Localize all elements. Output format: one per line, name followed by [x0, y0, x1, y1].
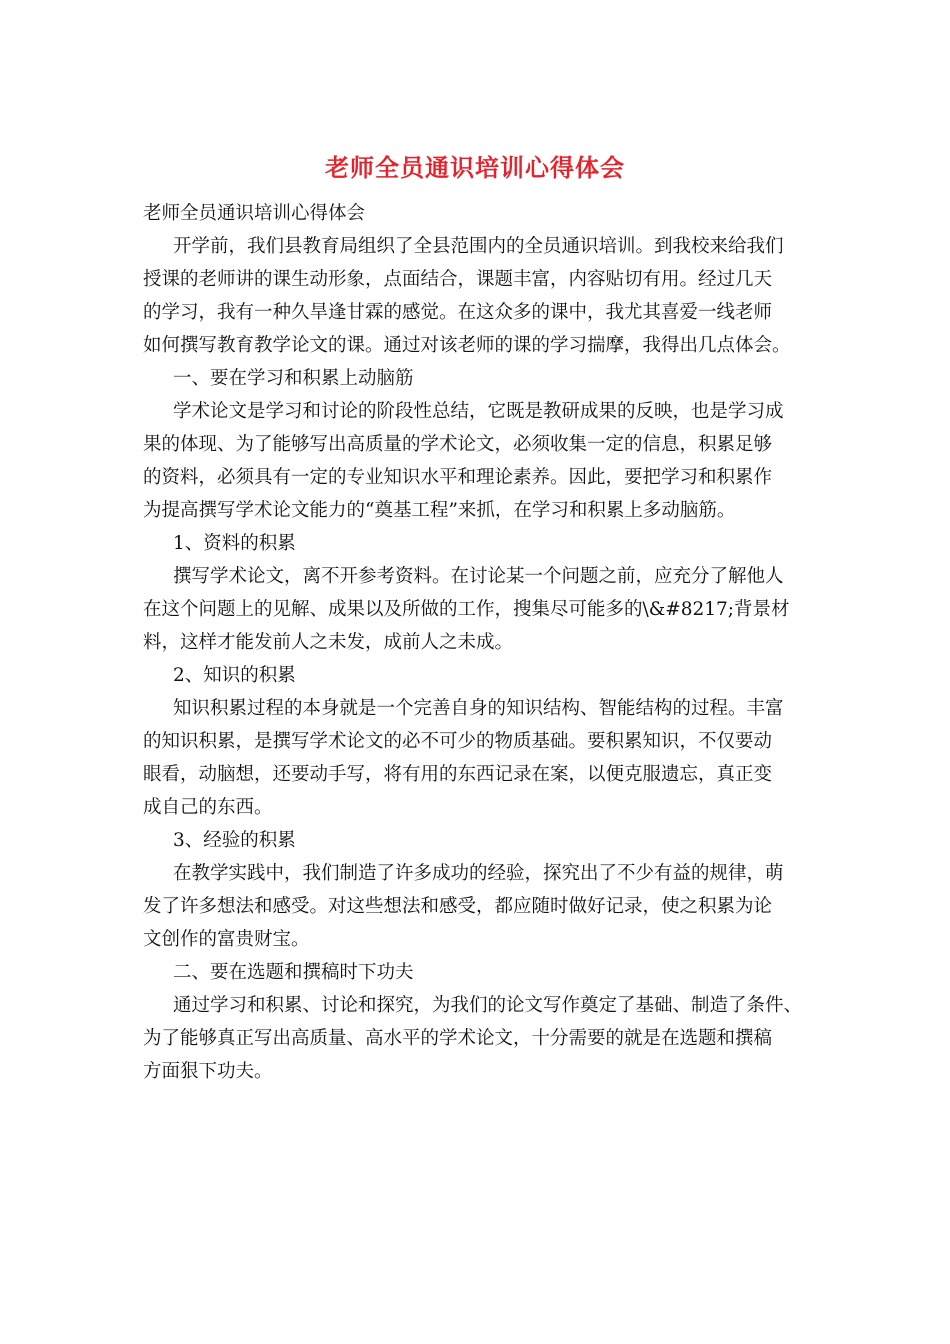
- paragraph-materials: [143, 560, 813, 659]
- paragraph-section-1: [143, 395, 813, 527]
- heading-line: 二、要在选题和撰稿时下功夫: [173, 962, 414, 983]
- document-subtitle: [143, 197, 813, 230]
- subtitle-line: 老师全员通识培训心得体会: [143, 203, 366, 224]
- paragraph-knowledge: [143, 692, 813, 824]
- paragraph-line: 的学习，我有一种久旱逢甘霖的感觉。在这众多的课中，我尤其喜爱一线老师: [143, 302, 773, 323]
- paragraph-line: 成自己的东西。: [143, 797, 273, 818]
- subheading-1: [143, 527, 813, 560]
- paragraph-line: 发了许多想法和感受。对这些想法和感受，都应随时做好记录，使之积累为论: [143, 896, 773, 917]
- paragraph-section-2: [143, 989, 813, 1088]
- paragraph-line: 撰写学术论文，离不开参考资料。在讨论某一个问题之前，应充分了解他人: [173, 566, 784, 587]
- paragraph-line: 料，这样才能发前人之未发，成前人之未成。: [143, 632, 514, 653]
- paragraph-line: 为提高撰写学术论文能力的“奠基工程”来抓，在学习和积累上多动脑筋。: [143, 500, 736, 521]
- subheading-2: [143, 659, 813, 692]
- paragraph-line: 文创作的富贵财宝。: [143, 929, 310, 950]
- section-heading-1: [143, 362, 813, 395]
- paragraph-line: 方面狠下功夫。: [143, 1061, 273, 1082]
- paragraph-line: 的资料，必须具有一定的专业知识水平和理论素养。因此，要把学习和积累作: [143, 467, 773, 488]
- paragraph-line: 眼看，动脑想，还要动手写，将有用的东西记录在案，以便克服遗忘，真正变: [143, 764, 773, 785]
- paragraph-line: 知识积累过程的本身就是一个完善自身的知识结构、智能结构的过程。丰富: [173, 698, 784, 719]
- paragraph-line: 授课的老师讲的课生动形象，点面结合，课题丰富，内容贴切有用。经过几天: [143, 269, 773, 290]
- heading-line: 3、经验的积累: [173, 830, 296, 851]
- paragraph-line: 通过学习和积累、讨论和探究，为我们的论文写作奠定了基础、制造了条件、: [173, 995, 803, 1016]
- heading-line: 一、要在学习和积累上动脑筋: [173, 368, 414, 389]
- section-heading-2: [143, 956, 813, 989]
- paragraph-line: 果的体现、为了能够写出高质量的学术论文，必须收集一定的信息，积累足够: [143, 434, 773, 455]
- subheading-3: [143, 824, 813, 857]
- document-body: [143, 197, 813, 1088]
- heading-line: 2、知识的积累: [173, 665, 296, 686]
- paragraph-intro: [143, 230, 813, 362]
- paragraph-experience: [143, 857, 813, 956]
- paragraph-line: 的知识积累，是撰写学术论文的必不可少的物质基础。要积累知识，不仅要动: [143, 731, 773, 752]
- paragraph-line: 在这个问题上的见解、成果以及所做的工作，搜集尽可能多的\&#8217;背景材: [143, 599, 790, 620]
- document-title: 老师全员通识培训心得体会: [325, 153, 625, 182]
- paragraph-line: 为了能够真正写出高质量、高水平的学术论文，十分需要的就是在选题和撰稿: [143, 1028, 773, 1049]
- paragraph-line: 开学前，我们县教育局组织了全县范围内的全员通识培训。到我校来给我们: [173, 236, 784, 257]
- heading-line: 1、资料的积累: [173, 533, 296, 554]
- paragraph-line: 学术论文是学习和讨论的阶段性总结，它既是教研成果的反映，也是学习成: [173, 401, 784, 422]
- paragraph-line: 如何撰写教育教学论文的课。通过对该老师的课的学习揣摩，我得出几点体会。: [143, 335, 791, 356]
- paragraph-line: 在教学实践中，我们制造了许多成功的经验，探究出了不少有益的规律，萌: [173, 863, 784, 884]
